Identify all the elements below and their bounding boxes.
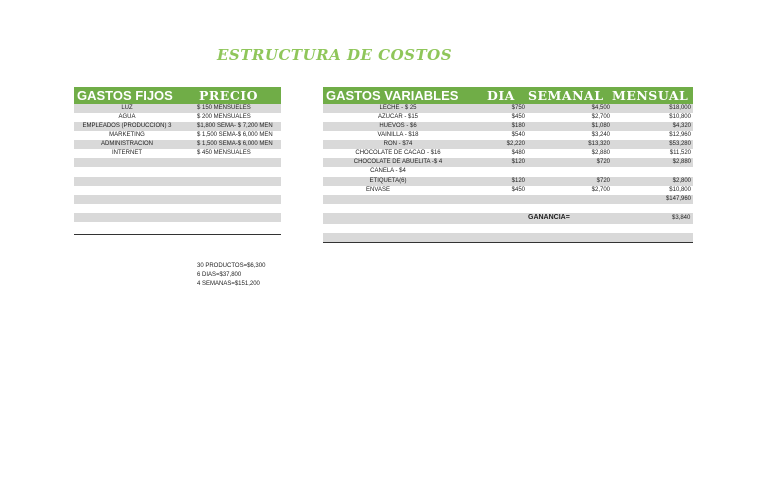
table-row (323, 104, 693, 113)
variable-week: $2,700 (591, 114, 610, 120)
table-row (323, 167, 693, 176)
variable-week: $720 (596, 178, 610, 184)
fixed-concept: ADMINISTRACION (100, 141, 153, 147)
fixed-concept: AGUA (118, 114, 136, 120)
empty-row (323, 233, 693, 242)
variable-concept: LECHE - $ 25 (379, 105, 417, 111)
variable-month: $12,960 (669, 132, 691, 138)
note-weeks: 4 SEMANAS=$151,200 (197, 281, 260, 287)
fixed-concept: EMPLEADOS (PRODUCCION) 3 (82, 123, 172, 129)
variable-week-header: SEMANAL (528, 88, 604, 103)
variable-day: $480 (511, 150, 525, 156)
variable-month: $11,520 (669, 150, 691, 156)
empty-row (74, 213, 281, 222)
fixed-price: $ 1,500 SEMA-$ 6,000 MEN (197, 132, 273, 138)
variable-day: $450 (511, 114, 525, 120)
note-products: 30 PRODUCTOS=$6,300 (197, 263, 266, 269)
variable-month-header: MENSUAL (612, 88, 689, 103)
profit-label: GANANCIA= (528, 214, 570, 221)
table-row (323, 149, 693, 158)
variable-concept: ETIQUETA(6) (369, 178, 407, 184)
variable-concept-header: GASTOS VARIABLES (326, 88, 459, 103)
empty-row (74, 158, 281, 167)
total-month: $147,960 (665, 196, 691, 202)
variable-concept: CANELA - $4 (370, 168, 406, 174)
profit-value: $3,840 (672, 215, 691, 221)
variable-month: $10,800 (669, 187, 691, 193)
variable-concept: AZUCAR - $15 (377, 114, 418, 120)
table-row (323, 158, 693, 167)
fixed-concept-header: GASTOS FIJOS (77, 88, 173, 103)
fixed-concept: INTERNET (112, 150, 142, 156)
note-days: 6 DIAS=$37,800 (197, 272, 242, 278)
variable-month: $4,320 (672, 123, 691, 129)
variable-concept: CHOCOLATE DE ABUELITA -$ 4 (353, 159, 443, 165)
table-row (323, 186, 693, 195)
variable-day: $180 (511, 123, 525, 129)
page-title: ESTRUCTURA DE COSTOS (217, 46, 453, 64)
fixed-table-bottom-line (74, 234, 281, 235)
table-row (74, 149, 281, 158)
variable-week: $4,500 (591, 105, 610, 111)
table-row (74, 113, 281, 122)
fixed-concept: LUZ (121, 105, 133, 111)
variable-month: $2,880 (672, 159, 691, 165)
variable-costs-header (323, 87, 693, 104)
variable-concept: VAINILLA - $18 (377, 132, 419, 138)
table-row (323, 122, 693, 131)
table-row (323, 177, 693, 186)
variable-week: $3,240 (591, 132, 610, 138)
variable-day: $540 (511, 132, 525, 138)
variable-day: $120 (511, 159, 525, 165)
table-row (323, 131, 693, 140)
variable-week: $720 (596, 159, 610, 165)
variable-day: $450 (511, 187, 525, 193)
fixed-price: $ 450 MENSUALES (197, 150, 251, 156)
fixed-costs-header (74, 87, 281, 104)
variable-day: $750 (511, 105, 525, 111)
fixed-price: $ 150 MENSUELES (197, 105, 251, 111)
variable-week: $1,080 (591, 123, 610, 129)
variable-day: $120 (511, 178, 525, 184)
fixed-price: $ 1,500 SEMA-$ 6,000 MEN (197, 141, 273, 147)
variable-concept: RON - $74 (383, 141, 413, 147)
fixed-concept: MARKETING (109, 132, 145, 138)
variable-month: $2,800 (672, 178, 691, 184)
variable-week: $13,320 (588, 141, 610, 147)
variable-month: $53,280 (669, 141, 691, 147)
profit-row (323, 213, 693, 224)
variable-day-header: DIA (487, 88, 515, 103)
fixed-price-header: PRECIO (199, 88, 258, 103)
total-row (323, 195, 693, 204)
table-row (74, 131, 281, 140)
empty-row (74, 177, 281, 186)
variable-day: $2,220 (506, 141, 525, 147)
variable-week: $2,880 (591, 150, 610, 156)
table-row (323, 113, 693, 122)
variable-week: $2,700 (591, 187, 610, 193)
fixed-price: $ 200 MENSUALES (197, 114, 251, 120)
variable-month: $18,000 (669, 105, 691, 111)
table-row (74, 140, 281, 149)
variable-table-bottom-line (323, 242, 693, 243)
variable-concept: ENVASE (366, 187, 390, 193)
table-row (323, 140, 693, 149)
empty-row (74, 195, 281, 204)
fixed-price: $1,800 SEMA- $ 7,200 MEN (197, 123, 273, 129)
table-row (74, 122, 281, 131)
table-row (74, 104, 281, 113)
variable-concept: HUEVOS - $6 (379, 123, 417, 129)
variable-month: $10,800 (669, 114, 691, 120)
variable-concept: CHOCOLATE DE CACAO - $16 (355, 150, 441, 156)
